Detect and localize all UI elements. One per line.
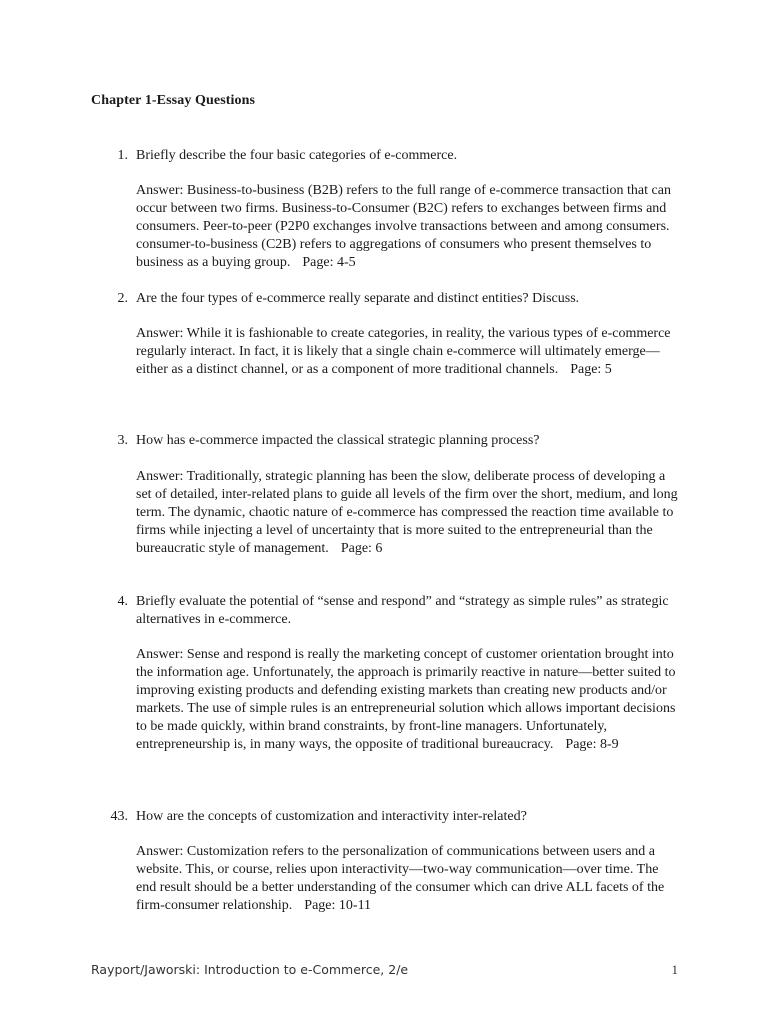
question-text: Are the four types of e-commerce really separate and distinct entities? Discuss. (136, 291, 580, 306)
answer-body: Answer: While it is fashionable to create categories, in reality, the various types of e-commerce regularly interact. In fact, it is likely that a single chain e-commerce will ultimately emerge—either as a distinct channel, or as a component of more traditional channels. (136, 326, 671, 377)
page-reference: Page: 8-9 (565, 737, 619, 752)
question-number: 4. (117, 594, 128, 609)
page-reference: Page: 6 (340, 541, 383, 556)
answer-text (136, 843, 681, 915)
page-reference: Page: 4-5 (302, 255, 356, 270)
page-reference: Page: 10-11 (304, 898, 372, 913)
question-number: 2. (117, 291, 128, 306)
answer-body: Answer: Business-to-business (B2B) refers to the full range of e-commerce transaction that can occur between two firms. Business-to-Consumer (B2C) refers to exchanges between firms and consumers. Peer-to-peer (P2P0 exchanges involve transactions between and among consumers. consumer-to-business (C2B) refers to aggregations of consumers who present themselves to business as a buying group. (136, 183, 671, 270)
question-text: How are the concepts of customization and interactivity inter-related? (136, 809, 527, 824)
question-number: 1. (117, 148, 128, 163)
footer-source: Rayport/Jaworski: Introduction to e-Commerce, 2/e (91, 962, 409, 977)
answer-text (136, 182, 681, 272)
answer-body: Answer: Traditionally, strategic planning has been the slow, deliberate process of developing a set of detailed, inter-related plans to guide all levels of the firm over the short, medium, and long term. The dynamic, chaotic nature of e-commerce has compressed the reaction time available to firms while injecting a level of uncertainty that is more suited to the entrepreneurial than the bureaucratic style of management. (136, 469, 678, 556)
answer-text (136, 468, 681, 558)
answer-text (136, 646, 681, 754)
answer-text (136, 325, 681, 379)
question-text: Briefly evaluate the potential of “sense and respond” and “strategy as simple rules” as strategic alternatives in e-commerce. (136, 594, 669, 627)
answer-body: Answer: Customization refers to the personalization of communications between users and a website. This, or course, relies upon interactivity—two-way communication—over time. The end result should be a better understanding of the consumer which can drive ALL facets of the firm-consumer relationship. (136, 844, 665, 913)
question-number: 3. (117, 433, 128, 448)
question-number: 43. (110, 809, 128, 824)
question-text: How has e-commerce impacted the classical strategic planning process? (136, 433, 540, 448)
document-title: Chapter 1-Essay Questions (91, 93, 256, 108)
answer-body: Answer: Sense and respond is really the marketing concept of customer orientation brought into the information age. Unfortunately, the approach is primarily reactive in nature—better suited to improving existing products and defending existing markets than creating new products and/or markets. The use of simple rules is an entrepreneurial solution which allows important decisions to be made quickly, within brand constraints, by front-line managers. Unfortunately, entrepreneurship is, in many ways, the opposite of traditional bureaucracy. (136, 647, 676, 752)
page-reference: Page: 5 (570, 362, 612, 377)
footer-page-number: 1 (671, 962, 678, 977)
question-text: Briefly describe the four basic categories of e-commerce. (136, 148, 458, 163)
